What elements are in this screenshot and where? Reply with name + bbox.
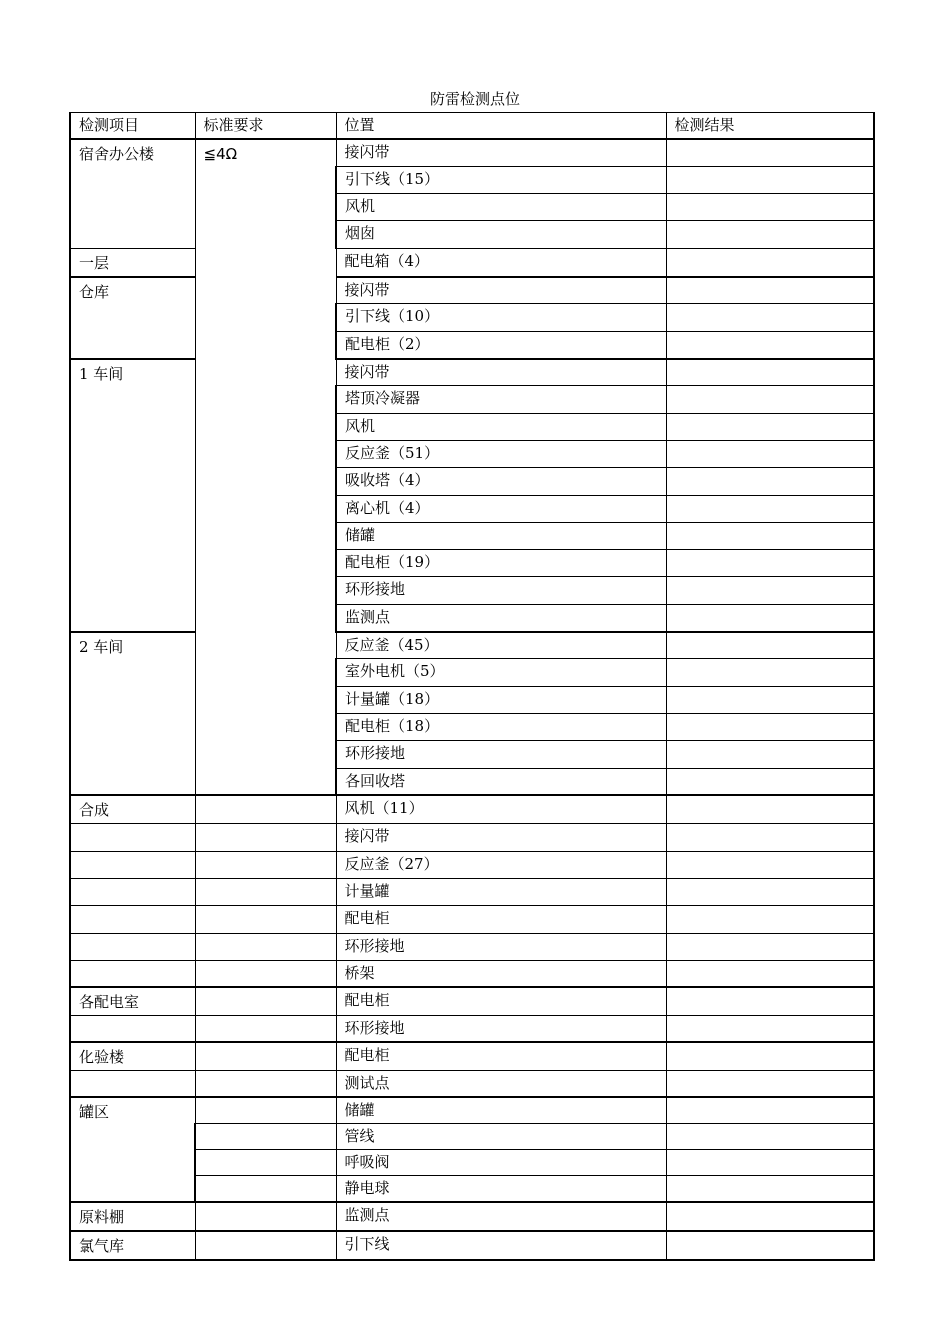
position-cell: 储罐	[336, 1097, 666, 1124]
result-cell[interactable]	[666, 1150, 874, 1176]
header-standard: 标准要求	[195, 113, 336, 140]
position-cell: 各回收塔	[336, 768, 666, 795]
position-cell: 配电柜（18）	[336, 713, 666, 740]
result-cell[interactable]	[666, 194, 874, 221]
inspection-table	[69, 112, 875, 1261]
position-cell: 塔顶冷凝器	[336, 386, 666, 413]
table-row	[70, 878, 874, 905]
standard-requirement-cell	[195, 1202, 336, 1231]
standard-requirement-cell	[195, 1042, 336, 1071]
position-cell: 配电柜（19）	[336, 550, 666, 577]
position-cell: 测试点	[336, 1070, 666, 1097]
position-cell: 配电柜	[336, 1042, 666, 1071]
result-cell[interactable]	[666, 359, 874, 386]
inspection-item-cell: 化验楼	[70, 1042, 195, 1071]
position-cell: 环形接地	[336, 1015, 666, 1042]
position-cell: 配电柜	[336, 906, 666, 933]
result-cell[interactable]	[666, 1042, 874, 1071]
position-cell: 室外电机（5）	[336, 659, 666, 686]
position-cell: 接闪带	[336, 359, 666, 386]
inspection-item-cell: 各配电室	[70, 987, 195, 1016]
inspection-item-cell	[70, 878, 195, 905]
inspection-item-cell: 合成	[70, 795, 195, 824]
position-cell: 配电箱（4）	[336, 248, 666, 277]
position-cell: 吸收塔（4）	[336, 468, 666, 495]
position-cell: 呼吸阀	[336, 1150, 666, 1176]
position-cell: 引下线（10）	[336, 304, 666, 331]
position-cell: 计量罐	[336, 878, 666, 905]
result-cell[interactable]	[666, 933, 874, 960]
result-cell[interactable]	[666, 1015, 874, 1042]
table-row	[70, 139, 874, 166]
result-cell[interactable]	[666, 1176, 874, 1203]
position-cell: 桥架	[336, 960, 666, 987]
inspection-item-cell: 宿舍办公楼	[70, 139, 195, 248]
result-cell[interactable]	[666, 331, 874, 358]
result-cell[interactable]	[666, 495, 874, 522]
position-cell: 反应釜（51）	[336, 440, 666, 467]
standard-requirement-cell	[195, 1176, 336, 1203]
position-cell: 反应釜（45）	[336, 632, 666, 659]
header-item: 检测项目	[70, 113, 195, 140]
table-row	[70, 795, 874, 824]
table-row	[70, 277, 874, 304]
result-cell[interactable]	[666, 878, 874, 905]
result-cell[interactable]	[666, 768, 874, 795]
standard-requirement-cell	[195, 987, 336, 1016]
standard-requirement-cell	[195, 1150, 336, 1176]
table-row	[70, 1042, 874, 1071]
header-position: 位置	[336, 113, 666, 140]
result-cell[interactable]	[666, 686, 874, 713]
table-row	[70, 1015, 874, 1042]
standard-requirement-cell	[195, 1070, 336, 1097]
standard-requirement-cell	[195, 1123, 336, 1149]
result-cell[interactable]	[666, 413, 874, 440]
position-cell: 配电柜（2）	[336, 331, 666, 358]
inspection-item-cell: 一层	[70, 248, 195, 277]
result-cell[interactable]	[666, 522, 874, 549]
table-row	[70, 1097, 874, 1124]
table-row	[70, 1202, 874, 1231]
table-row	[70, 632, 874, 659]
position-cell: 反应釜（27）	[336, 851, 666, 878]
result-cell[interactable]	[666, 632, 874, 659]
result-cell[interactable]	[666, 1097, 874, 1124]
standard-requirement-cell	[195, 1097, 336, 1124]
header-result: 检测结果	[666, 113, 874, 140]
result-cell[interactable]	[666, 713, 874, 740]
table-row	[70, 1231, 874, 1260]
result-cell[interactable]	[666, 795, 874, 824]
position-cell: 计量罐（18）	[336, 686, 666, 713]
inspection-item-cell: 2 车间	[70, 632, 195, 796]
position-cell: 监测点	[336, 604, 666, 631]
table-row	[70, 933, 874, 960]
inspection-item-cell	[70, 1015, 195, 1042]
result-cell[interactable]	[666, 987, 874, 1016]
inspection-item-cell: 仓库	[70, 277, 195, 359]
table-row	[70, 248, 874, 277]
position-cell: 引下线	[336, 1231, 666, 1260]
result-cell[interactable]	[666, 824, 874, 851]
result-cell[interactable]	[666, 906, 874, 933]
position-cell: 配电柜	[336, 987, 666, 1016]
result-cell[interactable]	[666, 248, 874, 277]
inspection-item-cell: 氯气库	[70, 1231, 195, 1260]
result-cell[interactable]	[666, 1070, 874, 1097]
result-cell[interactable]	[666, 851, 874, 878]
standard-requirement-cell	[195, 960, 336, 987]
result-cell[interactable]	[666, 277, 874, 304]
result-cell[interactable]	[666, 386, 874, 413]
result-cell[interactable]	[666, 440, 874, 467]
result-cell[interactable]	[666, 1202, 874, 1231]
position-cell: 风机	[336, 413, 666, 440]
inspection-item-cell	[70, 824, 195, 851]
position-cell: 管线	[336, 1123, 666, 1149]
standard-requirement-cell	[195, 933, 336, 960]
position-cell: 接闪带	[336, 277, 666, 304]
result-cell[interactable]	[666, 741, 874, 768]
position-cell: 静电球	[336, 1176, 666, 1203]
position-cell: 离心机（4）	[336, 495, 666, 522]
inspection-item-cell	[70, 960, 195, 987]
table-header-row	[70, 113, 874, 140]
table-row	[70, 359, 874, 386]
standard-requirement-cell	[195, 851, 336, 878]
result-cell[interactable]	[666, 166, 874, 193]
result-cell[interactable]	[666, 604, 874, 631]
position-cell: 环形接地	[336, 741, 666, 768]
standard-requirement-cell	[195, 1015, 336, 1042]
result-cell[interactable]	[666, 659, 874, 686]
result-cell[interactable]	[666, 1123, 874, 1149]
inspection-item-cell	[70, 933, 195, 960]
inspection-item-cell	[70, 906, 195, 933]
position-cell: 接闪带	[336, 824, 666, 851]
inspection-item-cell	[70, 1070, 195, 1097]
position-cell: 风机	[336, 194, 666, 221]
position-cell: 储罐	[336, 522, 666, 549]
inspection-item-cell: 1 车间	[70, 359, 195, 632]
inspection-item-cell: 罐区	[70, 1097, 195, 1203]
inspection-item-cell: 原料棚	[70, 1202, 195, 1231]
standard-requirement-cell	[195, 878, 336, 905]
standard-requirement-cell: ≦4Ω	[195, 139, 336, 795]
position-cell: 接闪带	[336, 139, 666, 166]
table-row	[70, 906, 874, 933]
result-cell[interactable]	[666, 221, 874, 248]
result-cell[interactable]	[666, 550, 874, 577]
position-cell: 环形接地	[336, 577, 666, 604]
inspection-item-cell	[70, 851, 195, 878]
position-cell: 监测点	[336, 1202, 666, 1231]
standard-requirement-cell	[195, 1231, 336, 1260]
result-cell[interactable]	[666, 139, 874, 166]
table-row	[70, 1070, 874, 1097]
result-cell[interactable]	[666, 577, 874, 604]
table-body	[70, 139, 874, 1260]
standard-requirement-cell	[195, 906, 336, 933]
result-cell[interactable]	[666, 960, 874, 987]
standard-requirement-cell	[195, 824, 336, 851]
table-row	[70, 987, 874, 1016]
position-cell: 烟囱	[336, 221, 666, 248]
result-cell[interactable]	[666, 468, 874, 495]
result-cell[interactable]	[666, 1231, 874, 1260]
standard-requirement-cell	[195, 795, 336, 824]
result-cell[interactable]	[666, 304, 874, 331]
position-cell: 引下线（15）	[336, 166, 666, 193]
document-title: 防雷检测点位	[429, 90, 520, 108]
position-cell: 风机（11）	[336, 795, 666, 824]
table-row	[70, 960, 874, 987]
table-row	[70, 851, 874, 878]
table-row	[70, 824, 874, 851]
position-cell: 环形接地	[336, 933, 666, 960]
